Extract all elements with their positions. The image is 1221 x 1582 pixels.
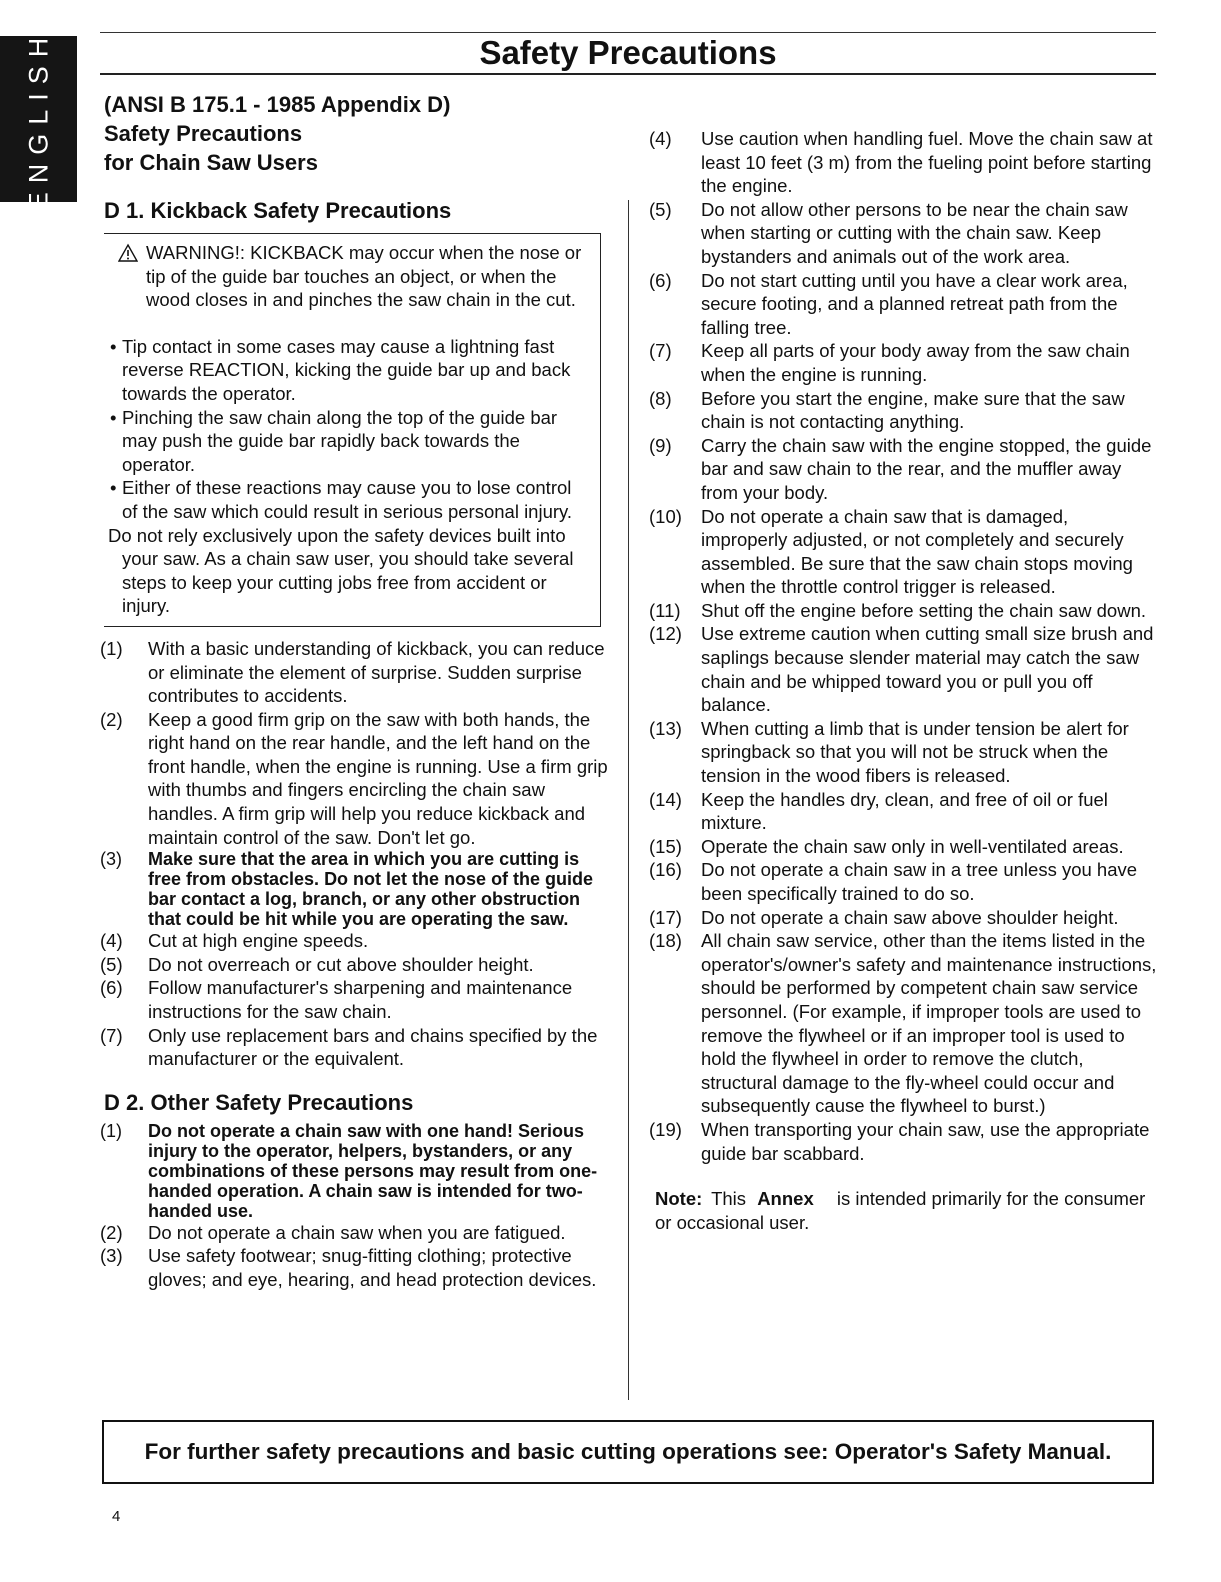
- list-item: (2) Do not operate a chain saw when you are fatigued.: [100, 1221, 566, 1243]
- list-item: (7) Keep all parts of your body away from the saw chain when the engine is running.: [649, 340, 1130, 385]
- note: [655, 1187, 1157, 1234]
- subtitle-line-2: Safety Precautions: [104, 121, 303, 146]
- list-item: (6) Do not start cutting until you have a clear work area, secure footing, and a planned retreat path from the falling tree.: [649, 269, 1128, 338]
- kickback-warning-box: [104, 233, 601, 627]
- subtitle-line-3: for Chain Saw Users: [104, 150, 318, 175]
- warning-bullet: • Tip contact in some cases may cause a lightning fast reverse REACTION, kicking the guide bar up and back towards the operator.: [108, 335, 590, 406]
- list-item: (4) Use caution when handling fuel. Move the chain saw at least 10 feet (3 m) from the fueling point before starting the engine.: [649, 128, 1153, 197]
- note-annex: Annex: [757, 1188, 814, 1210]
- d1-heading: D 1. Kickback Safety Precautions: [104, 198, 452, 223]
- d2-heading: D 2. Other Safety Precautions: [104, 1089, 414, 1115]
- list-item: (14) Keep the handles dry, clean, and free of oil or fuel mixture.: [649, 788, 1108, 834]
- list-item: (1) With a basic understanding of kickback, you can reduce or eliminate the element of surprise. Sudden surprise contributes to accidents.: [100, 637, 605, 707]
- list-item: (9) Carry the chain saw with the engine stopped, the guide bar and saw chain to the rear, and the muffler away from your body.: [649, 434, 1152, 503]
- language-tab-label: ENGLISH: [23, 28, 54, 210]
- list-item: (4) Cut at high engine speeds.: [100, 930, 369, 952]
- list-item: (10) Do not operate a chain saw that is damaged, improperly adjusted, or not completely and securely assembled. Be sure that the saw chain stops moving when the throttle control trigger is released.: [649, 505, 1133, 598]
- footer-notice: [102, 1420, 1154, 1484]
- footer-notice-text: For further safety precautions and basic cutting operations see: Operator's Safety Manual.: [144, 1439, 1112, 1464]
- list-item: (5) Do not allow other persons to be near the chain saw when starting or cutting with the chain saw. Keep bystanders and animals out of the work area.: [649, 198, 1128, 267]
- subtitle-line-1: (ANSI B 175.1 - 1985 Appendix D): [104, 92, 451, 117]
- warning-triangle-icon: [118, 243, 138, 263]
- list-item: (16) Do not operate a chain saw in a tree unless you have been specifically trained to do so.: [649, 859, 1138, 904]
- list-item: (18) All chain saw service, other than the items listed in the operator's/owner's safety and maintenance instructions, should be performed by competent chain saw service personnel. (For example, if improper tools are used to remove the flywheel or if an improper tool is used to hold the flywheel in order to remove the clutch, structural damage to the fly-wheel could occur and subsequently cause the flywheel to burst.): [649, 930, 1157, 1117]
- d2-list-left: [100, 1120, 609, 1292]
- page-title: Safety Precautions: [479, 34, 777, 71]
- list-item: (3) Use safety footwear; snug-fitting clothing; protective gloves; and eye, hearing, and head protection devices.: [100, 1245, 597, 1290]
- list-item: (17) Do not operate a chain saw above shoulder height.: [649, 906, 1119, 928]
- list-item: (15) Operate the chain saw only in well-ventilated areas.: [649, 835, 1124, 857]
- d2-list-right: [649, 127, 1157, 1165]
- list-item: (8) Before you start the engine, make sure that the saw chain is not contacting anything.: [649, 387, 1125, 433]
- warning-text: WARNING!: KICKBACK may occur when the nose or tip of the guide bar touches an object, or when the wood closes in and pinches the saw chain in the cut.: [146, 242, 582, 311]
- list-item: (19) When transporting your chain saw, use the appropriate guide bar scabbard.: [649, 1118, 1150, 1164]
- list-item: (2) Keep a good firm grip on the saw with both hands, the right hand on the rear handle, and the left hand on the front handle, when the engine is running. Use a firm grip with thumbs and fingers encircling the chain saw handles. A firm grip will help you reduce kickback and maintain control of the saw. Don't let go.: [100, 708, 608, 848]
- page-number: 4: [112, 1508, 121, 1525]
- list-item: (6) Follow manufacturer's sharpening and maintenance instructions for the saw chain.: [100, 977, 573, 1023]
- title-rule: [100, 73, 1156, 75]
- note-text: is intended primarily for the consumer or occasional user.: [655, 1188, 1146, 1233]
- left-column: [100, 90, 609, 1292]
- warning-closing: Do not rely exclusively upon the safety devices built into your saw. As a chain saw user, you should take several steps to keep your cutting jobs free from accident or injury.: [108, 524, 574, 617]
- warning-bullet: • Pinching the saw chain along the top of the guide bar may push the guide bar rapidly back towards the operator.: [108, 406, 590, 477]
- note-pre: This: [711, 1188, 747, 1210]
- list-item: (13) When cutting a limb that is under tension be alert for springback so that you will not be struck when the tension in the wood fibers is released.: [649, 717, 1129, 787]
- list-item: (3) Make sure that the area in which you are cutting is free from obstacles. Do not let the nose of the guide bar contact a log, branch, or any other obstruction that could be hit while you are operating the saw.: [100, 849, 594, 930]
- list-item: (1) Do not operate a chain saw with one hand! Serious injury to the operator, helpers, bystanders, or any combinations of these persons may result from one-handed operation. A chain saw is intended for two-handed use.: [100, 1120, 598, 1221]
- warning-bullet: • Either of these reactions may cause you to lose control of the saw which could result in serious personal injury.: [108, 476, 590, 523]
- d1-list: [100, 637, 609, 1071]
- column-divider: [628, 200, 629, 1400]
- list-item: (11) Shut off the engine before setting the chain saw down.: [649, 599, 1146, 621]
- warning-statement: [108, 241, 590, 312]
- note-label: Note:: [655, 1188, 703, 1210]
- list-item: (7) Only use replacement bars and chains specified by the manufacturer or the equivalent.: [100, 1024, 598, 1070]
- list-item: (12) Use extreme caution when cutting small size brush and saplings because slender material may catch the saw chain and be whipped toward you or pull you off balance.: [649, 623, 1154, 716]
- list-item: (5) Do not overreach or cut above shoulder height.: [100, 953, 534, 975]
- right-column: [649, 127, 1157, 1234]
- language-tab: [0, 28, 77, 210]
